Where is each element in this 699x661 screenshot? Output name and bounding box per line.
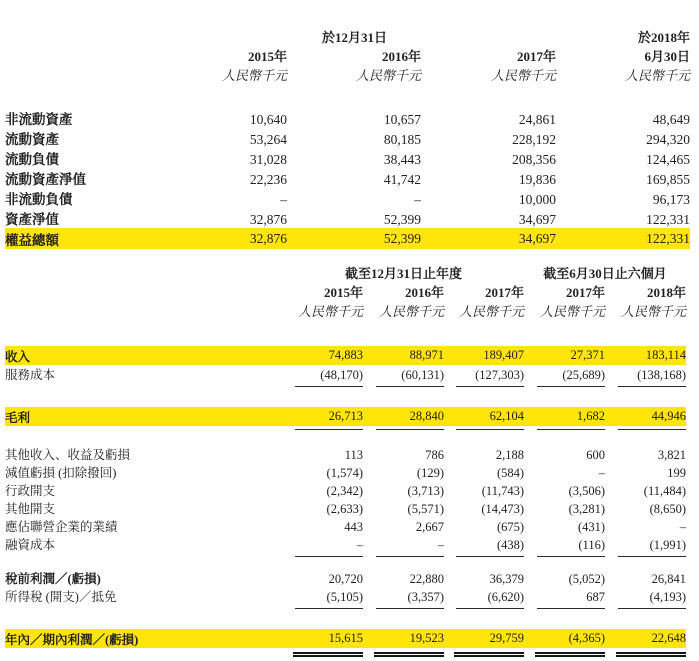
t2-unit: 人民幣千元 (621, 304, 687, 319)
cell-value: 208,356 (512, 152, 556, 167)
cell-value: (2,633) (326, 502, 363, 516)
cell-value: 443 (344, 520, 363, 534)
cell-value: – (437, 538, 444, 552)
sum-rule (456, 429, 524, 430)
double-rule (535, 652, 605, 657)
sum-rule (376, 556, 444, 557)
cell-value: 22,236 (249, 172, 287, 187)
cell-value: 41,742 (383, 172, 421, 187)
row-label: 收入 (5, 346, 283, 365)
sum-rule-row (5, 553, 686, 562)
cell-value: 19,523 (363, 629, 444, 648)
cell-value: 26,713 (283, 407, 363, 426)
t1-year-2016: 2016年 (381, 49, 421, 64)
sum-rule (618, 608, 686, 609)
sum-rule-row (5, 383, 686, 392)
table-row (5, 188, 690, 208)
t1-year-2017: 2017年 (516, 49, 556, 64)
table-row (5, 481, 686, 499)
cell-value: 80,185 (383, 132, 421, 147)
cell-value: – (280, 192, 287, 207)
row-label: 其他開支 (5, 502, 56, 516)
cell-value: 36,379 (489, 572, 525, 586)
sum-rule (295, 608, 363, 609)
t2-group-interim: 截至6月30日止六個月 (543, 266, 667, 281)
double-rule-row (5, 648, 686, 661)
cell-value: 183,114 (605, 346, 686, 365)
t2-unit: 人民幣千元 (378, 304, 444, 319)
cell-value: (3,357) (407, 590, 444, 604)
cell-value: 34,697 (518, 212, 556, 227)
sum-rule (537, 608, 605, 609)
row-label: 稅前利潤／(虧損) (5, 572, 101, 586)
cell-value: 22,880 (409, 572, 444, 586)
cell-value: (584) (496, 466, 525, 480)
cell-value: 53,264 (249, 132, 287, 147)
cell-value: (4,193) (649, 590, 687, 604)
cell-value: (14,473) (481, 502, 525, 516)
sum-rule (618, 386, 686, 387)
t1-unit: 人民幣千元 (490, 68, 556, 83)
t2-year: 2017年 (485, 285, 525, 300)
double-rule (454, 652, 524, 657)
cell-value: 32,876 (153, 228, 287, 249)
cell-value: (8,650) (649, 502, 687, 516)
row-label: 所得稅 (開支)／抵免 (5, 590, 117, 604)
t2-header-years-row (5, 282, 686, 301)
table-row (5, 587, 686, 605)
t2-group-annual: 截至12月31日止年度 (345, 266, 463, 281)
cell-value: 10,000 (518, 192, 556, 207)
cell-value: 74,883 (283, 346, 363, 365)
cell-value: – (679, 520, 687, 534)
table-row-highlighted (5, 407, 686, 426)
cell-value: (60,131) (401, 368, 444, 382)
cell-value: 88,971 (363, 346, 444, 365)
cell-value: (127,303) (475, 368, 525, 382)
row-label: 非流動負債 (5, 192, 73, 207)
table-row (5, 499, 686, 517)
t1-unit: 人民幣千元 (624, 68, 690, 83)
t1-period-group: 於12月31日 (321, 30, 387, 45)
cell-value: 24,861 (518, 112, 556, 127)
sum-rule-row (5, 605, 686, 614)
cell-value: 122,331 (646, 212, 690, 227)
t1-period-2018: 於2018年 (637, 30, 690, 45)
row-label: 融資成本 (5, 538, 56, 552)
cell-value: 52,399 (287, 228, 421, 249)
cell-value: (6,620) (487, 590, 525, 604)
cell-value: 3,821 (657, 448, 687, 462)
cell-value: (129) (416, 466, 444, 480)
cell-value: 124,465 (646, 152, 690, 167)
cell-value: 1,682 (524, 407, 605, 426)
t1-period-2018-line2: 6月30日 (644, 49, 690, 64)
cell-value: 28,840 (363, 407, 444, 426)
cell-value: 687 (586, 590, 606, 604)
cell-value: (138,168) (637, 368, 687, 382)
sum-rule (537, 556, 605, 557)
cell-value: (5,105) (326, 590, 363, 604)
double-rule (616, 652, 686, 657)
table-row-highlighted (5, 346, 686, 365)
row-label: 資產淨值 (5, 212, 59, 227)
row-label: 毛利 (5, 407, 283, 426)
cell-value: – (414, 192, 421, 207)
cell-value: (2,342) (326, 484, 363, 498)
table-row (5, 148, 690, 168)
table-row (5, 208, 690, 228)
sum-rule (456, 386, 524, 387)
cell-value: 199 (667, 466, 687, 480)
row-label: 流動負債 (5, 152, 59, 167)
cell-value: (25,689) (562, 368, 606, 382)
t2-header-unit-row (5, 301, 686, 320)
cell-value: 38,443 (383, 152, 421, 167)
row-label: 減值虧損 (扣除撥回) (5, 466, 117, 480)
double-rule (293, 652, 363, 657)
cell-value: (116) (578, 538, 606, 552)
cell-value: (48,170) (320, 368, 363, 382)
t2-year: 2018年 (647, 285, 687, 300)
cell-value: (675) (496, 520, 525, 534)
cell-value: 113 (344, 448, 363, 462)
cell-value: 20,720 (328, 572, 363, 586)
cell-value: 48,649 (652, 112, 690, 127)
cell-value: 2,667 (415, 520, 444, 534)
double-rule (374, 652, 444, 657)
t1-year-2015: 2015年 (247, 49, 287, 64)
cell-value: 52,399 (383, 212, 421, 227)
t2-year: 2015年 (323, 285, 363, 300)
table-row-highlighted (5, 629, 686, 648)
cell-value: (5,052) (568, 572, 606, 586)
cell-value: (4,365) (524, 629, 605, 648)
cell-value: 169,855 (646, 172, 690, 187)
cell-value: (3,713) (407, 484, 444, 498)
cell-value: 62,104 (444, 407, 524, 426)
cell-value: 228,192 (512, 132, 556, 147)
sum-rule (295, 429, 363, 430)
t2-header-period-row (5, 263, 686, 282)
cell-value: 2,188 (495, 448, 525, 462)
cell-value: 600 (586, 448, 606, 462)
sum-rule-row (5, 426, 686, 435)
row-label: 非流動資產 (5, 112, 73, 127)
cell-value: (3,506) (568, 484, 606, 498)
cell-value: 189,407 (444, 346, 524, 365)
table-row (5, 569, 686, 587)
cell-value: (11,484) (643, 484, 687, 498)
cell-value: – (598, 466, 606, 480)
row-label: 其他收入、收益及虧損 (5, 448, 131, 462)
sum-rule (537, 386, 605, 387)
t2-unit: 人民幣千元 (459, 304, 525, 319)
cell-value: (5,571) (407, 502, 444, 516)
table-row (5, 168, 690, 188)
sum-rule (456, 556, 524, 557)
table-row (5, 535, 686, 553)
sum-rule (376, 608, 444, 609)
cell-value: 122,331 (556, 228, 690, 249)
cell-value: (3,281) (568, 502, 606, 516)
t2-unit: 人民幣千元 (540, 304, 606, 319)
row-label: 流動資產淨值 (5, 172, 86, 187)
sum-rule (537, 429, 605, 430)
table-row (5, 445, 686, 463)
cell-value: 29,759 (444, 629, 524, 648)
table-row (5, 463, 686, 481)
row-label: 行政開支 (5, 484, 56, 498)
row-label: 權益總額 (5, 228, 153, 249)
sum-rule (376, 386, 444, 387)
t2-unit: 人民幣千元 (297, 304, 363, 319)
cell-value: (431) (577, 520, 606, 534)
sum-rule (456, 608, 524, 609)
table-row (5, 365, 686, 383)
cell-value: 96,173 (652, 192, 690, 207)
cell-value: 19,836 (518, 172, 556, 187)
t2-year: 2017年 (566, 285, 606, 300)
cell-value: 44,946 (605, 407, 686, 426)
row-label: 服務成本 (5, 368, 56, 382)
cell-value: (1,574) (326, 466, 363, 480)
row-label: 流動資產 (5, 132, 59, 147)
row-label: 年內／期內利潤／(虧損) (5, 629, 283, 648)
cell-value: 31,028 (249, 152, 287, 167)
sum-rule (618, 556, 686, 557)
row-label: 應佔聯營企業的業績 (5, 520, 118, 534)
cell-value: 27,371 (524, 346, 605, 365)
table-row (5, 108, 690, 128)
cell-value: – (356, 538, 363, 552)
cell-value: 10,640 (249, 112, 287, 127)
balance-sheet-table (5, 27, 690, 249)
cell-value: 32,876 (249, 212, 287, 227)
cell-value: 34,697 (421, 228, 556, 249)
cell-value: 26,841 (651, 572, 687, 586)
table-row (5, 517, 686, 535)
cell-value: 786 (425, 448, 444, 462)
cell-value: 294,320 (646, 132, 690, 147)
table-row-highlighted (5, 228, 690, 249)
cell-value: 10,657 (383, 112, 421, 127)
cell-value: (438) (496, 538, 525, 552)
sum-rule (618, 429, 686, 430)
sum-rule (376, 429, 444, 430)
t1-unit: 人民幣千元 (355, 68, 421, 83)
sum-rule (295, 556, 363, 557)
income-statement-table (5, 263, 686, 661)
t2-year: 2016年 (404, 285, 444, 300)
cell-value: (1,991) (649, 538, 687, 552)
cell-value: 15,615 (283, 629, 363, 648)
t1-header-years-row (5, 46, 690, 65)
cell-value: 22,648 (605, 629, 686, 648)
t1-header-unit-row (5, 65, 690, 84)
cell-value: (11,743) (481, 484, 525, 498)
t1-header-period-row (5, 27, 690, 46)
t1-unit: 人民幣千元 (221, 68, 287, 83)
sum-rule (295, 386, 363, 387)
table-row (5, 128, 690, 148)
